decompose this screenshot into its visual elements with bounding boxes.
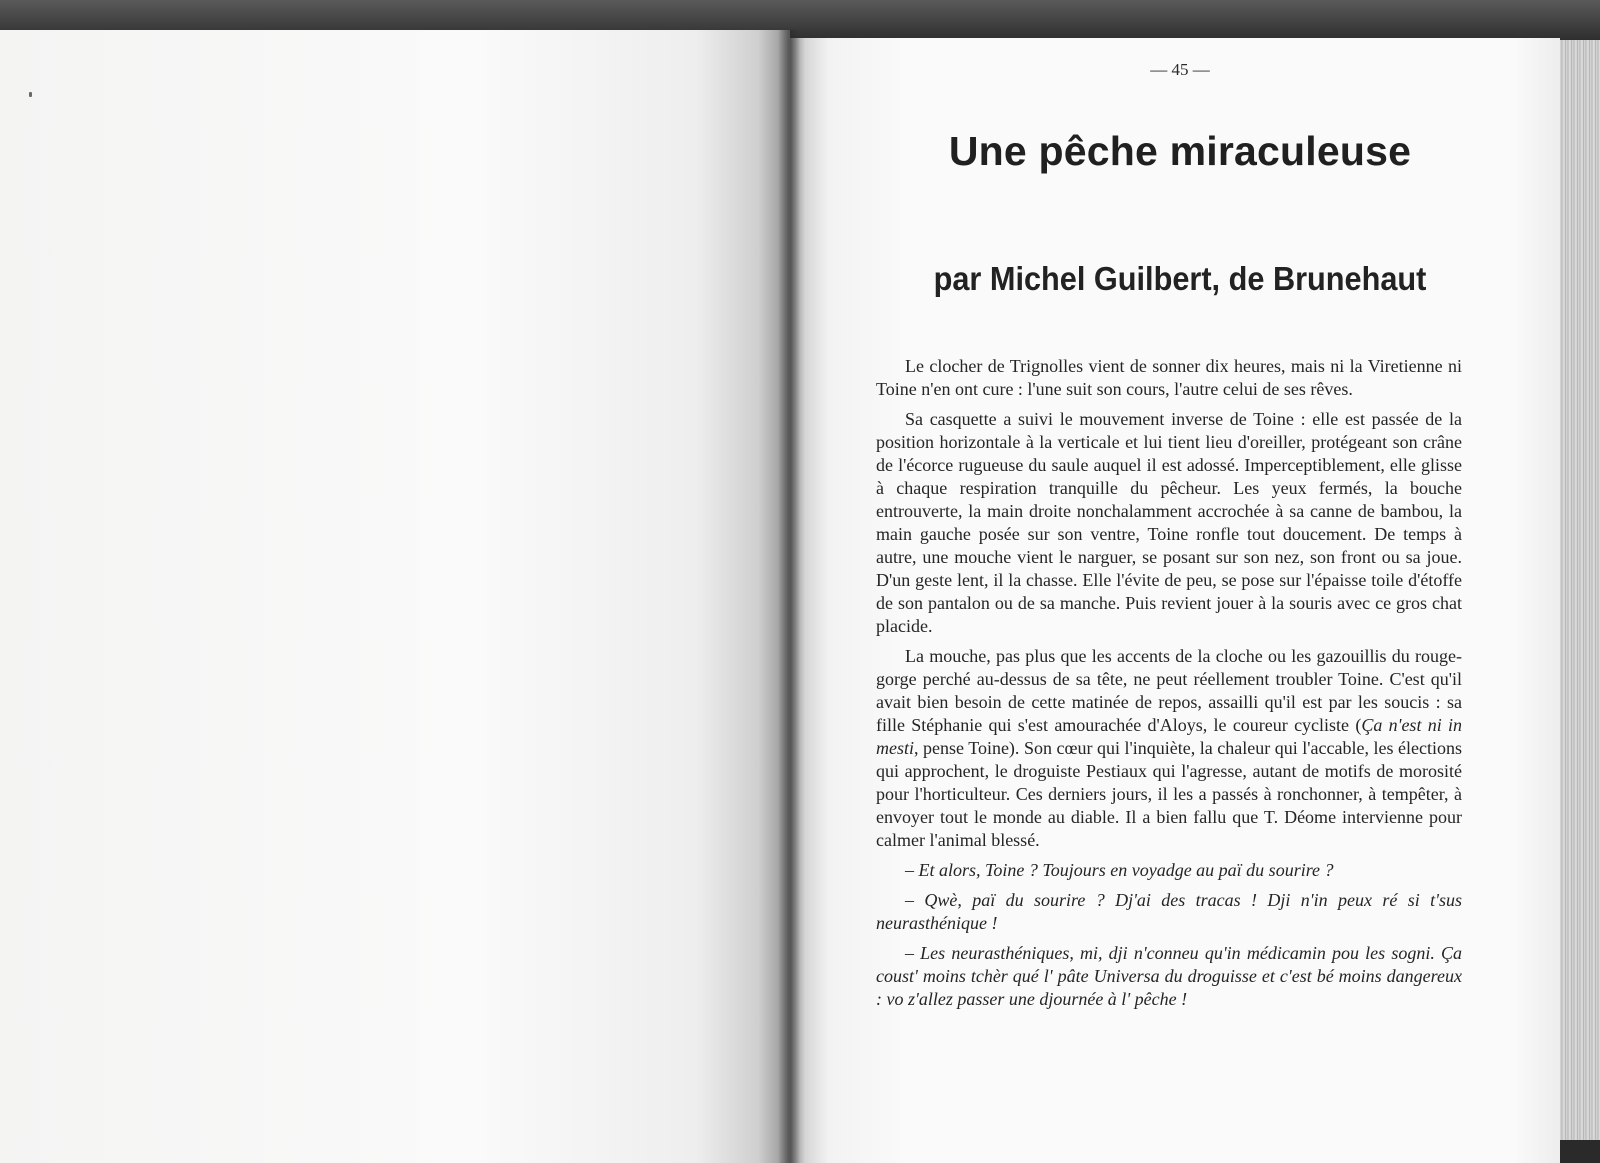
book-gutter <box>778 30 800 1163</box>
chapter-title: Une pêche miraculeuse <box>948 128 1412 174</box>
body-text <box>876 355 1462 1018</box>
chapter-author: par Michel Guilbert, de Brunehaut <box>933 260 1427 297</box>
page-number: — 45 — <box>1150 60 1210 79</box>
paragraph-text: , pense Toine). Son cœur qui l'inquiète, la chaleur qui l'accable, les élections qui approchent, le droguiste Pestiaux qui l'agresse, autant de motifs de morosité pour l'horticulteur. Ces derniers jours, il les a passés à ronchonner, à tempêter, à envoyer tout le monde au diable. Il a bien fallu que T. Déome intervienne pour calmer l'animal blessé. <box>876 738 1462 850</box>
paragraph: Le clocher de Trignolles vient de sonner dix heures, mais ni la Viretienne ni Toine n'en ont cure : l'une suit son cours, l'autre celui de ses rêves. <box>876 356 1462 399</box>
left-page <box>0 30 790 1163</box>
paragraph: Sa casquette a suivi le mouvement inverse de Toine : elle est passée de la position horizontale à la verticale et lui tient lieu d'oreiller, protégeant son crâne de l'écorce rugueuse du saule auquel il est adossé. Imperceptiblement, elle glisse à chaque respiration tranquille du pêcheur. Les yeux fermés, la bouche entrouverte, la main droite nonchalamment accrochée à sa canne de bambou, la main gauche posée sur son ventre, Toine ronfle tout doucement. De temps à autre, une mouche vient le narguer, se posant sur son nez, son front ou sa joue. D'un geste lent, il la chasse. Elle l'évite de peu, se pose sur l'épaisse toile d'étoffe de son pantalon ou de sa manche. Puis revient jouer à la souris avec ce gros chat placide. <box>876 409 1462 636</box>
dialogue-line: – Les neurasthéniques, mi, dji n'conneu qu'in médicamin pou les sogni. Ça coust' moins tchèr qué l' pâte Universa du droguisse et c'est bé moins dangereux : vo z'allez passer une djournée à l' pêche ! <box>876 943 1462 1009</box>
italic-quote: Ça n'est ni in mesti <box>876 715 1462 758</box>
paragraph <box>876 645 1462 852</box>
dialogue-line: – Et alors, Toine ? Toujours en voyadge au paï du sourire ? <box>905 860 1334 880</box>
paragraph-text: La mouche, pas plus que les accents de la cloche ou les gazouillis du rouge-gorge perché au-dessus de sa tête, ne peut réellement troubler Toine. C'est qu'il avait bien besoin de cette matinée de repos, assailli qu'il est par les soucis : sa fille Stéphanie qui s'est amourachée d'Aloys, le coureur cycliste ( <box>876 646 1462 735</box>
dialogue-line: – Qwè, paï du sourire ? Dj'ai des tracas ! Dji n'in peux ré si t'sus neurasthénique ! <box>876 890 1462 933</box>
ink-speck <box>29 92 32 97</box>
page-edges <box>1560 40 1600 1140</box>
